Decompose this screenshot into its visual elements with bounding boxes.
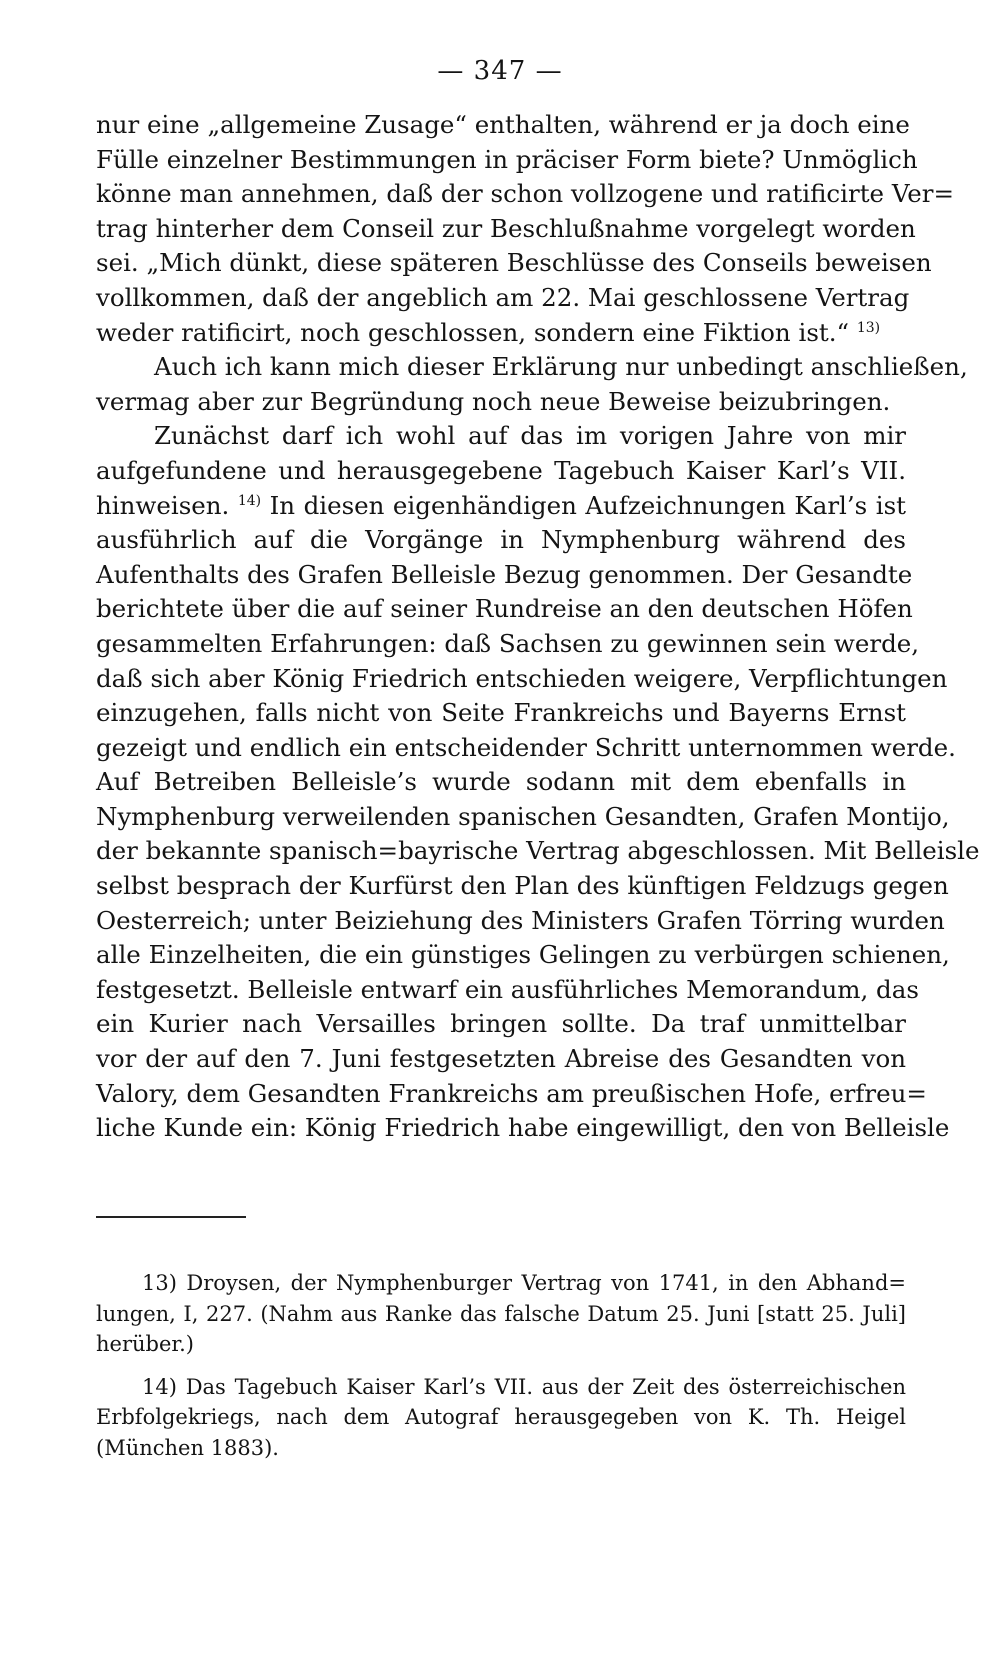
text-line: trag hinterher dem Conseil zur Beschlußnahme vorgelegt worden	[96, 213, 916, 243]
paragraph-2	[96, 350, 968, 419]
text-line: Aufenthalts des Grafen Belleisle Bezug genommen. Der Gesandte	[96, 559, 913, 589]
footnote-line: lungen, I, 227. (Nahm aus Ranke das falsche Datum 25. Juni [statt 25. Juli]	[96, 1301, 906, 1326]
text-line: ein Kurier nach Versailles bringen sollte. Da traf unmittelbar	[96, 1009, 906, 1039]
text-line-content: In diesen eigenhändigen Aufzeichnungen Karl’s ist	[269, 490, 906, 520]
text-line: berichtete über die auf seiner Rundreise an den deutschen Höfen	[96, 594, 913, 624]
text-line-content: hinweisen.	[96, 490, 230, 520]
text-line: selbst besprach der Kurfürst den Plan des künftigen Feldzugs gegen	[96, 871, 949, 901]
text-line-content: weder ratificirt, noch geschlossen, sondern eine Fiktion ist.“	[96, 317, 850, 347]
text-line: Nymphenburg verweilenden spanischen Gesandten, Grafen Montijo,	[96, 801, 950, 831]
footnote-line: herüber.)	[96, 1332, 194, 1356]
text-line: aufgefundene und herausgegebene Tagebuch Kaiser Karl’s VII.	[96, 455, 906, 485]
footnote-separator	[96, 1216, 246, 1218]
text-line: liche Kunde ein: König Friedrich habe eingewilligt, den von Belleisle	[96, 1113, 950, 1143]
footnote-line: Erbfolgekriegs, nach dem Autograf herausgegeben von K. Th. Heigel	[96, 1405, 906, 1429]
text-line: vermag aber zur Begründung noch neue Beweise beizubringen.	[96, 386, 891, 416]
text-line: daß sich aber König Friedrich entschieden weigere, Verpflichtungen	[96, 663, 948, 693]
text-line: Auf Betreiben Belleisle’s wurde sodann mit dem ebenfalls in	[96, 767, 906, 797]
text-line: Zunächst darf ich wohl auf das im vorigen Jahre von mir	[154, 421, 906, 451]
footnote-13	[96, 1268, 906, 1360]
text-line: der bekannte spanisch=bayrische Vertrag abgeschlossen. Mit Belleisle	[96, 836, 980, 866]
text-line: ausführlich auf die Vorgänge in Nymphenburg während des	[96, 525, 906, 555]
footnote-reference: 13)	[856, 319, 881, 336]
paragraph-3	[96, 419, 980, 1145]
text-line: einzugehen, falls nicht von Seite Frankreichs und Bayerns Ernst	[96, 698, 906, 728]
text-line: gezeigt und endlich ein entscheidender Schritt unternommen werde.	[96, 732, 956, 762]
text-line: alle Einzelheiten, die ein günstiges Gelingen zu verbürgen schienen,	[96, 940, 950, 970]
text-line: Auch ich kann mich dieser Erklärung nur unbedingt anschließen,	[154, 352, 968, 382]
footnote-reference: 14)	[237, 492, 262, 509]
text-line	[96, 316, 906, 351]
text-line	[96, 489, 906, 524]
text-line: Valory, dem Gesandten Frankreichs am preußischen Hofe, erfreu=	[96, 1078, 927, 1108]
text-line: sei. „Mich dünkt, diese späteren Beschlüsse des Conseils beweisen	[96, 248, 932, 278]
footnotes	[96, 1268, 906, 1475]
page-number: — 347 —	[437, 56, 563, 86]
text-line: könne man annehmen, daß der schon vollzogene und ratificirte Ver=	[96, 179, 955, 209]
text-line: vollkommen, daß der angeblich am 22. Mai geschlossene Vertrag	[96, 282, 910, 312]
text-line: Fülle einzelner Bestimmungen in präciser Form biete? Unmöglich	[96, 144, 918, 174]
paragraph-1	[96, 108, 955, 350]
footnote-14	[96, 1372, 906, 1464]
footnote-line: 14) Das Tagebuch Kaiser Karl’s VII. aus der Zeit des österreichischen	[142, 1374, 906, 1399]
text-line: vor der auf den 7. Juni festgesetzten Abreise des Gesandten von	[96, 1044, 906, 1074]
text-line: festgesetzt. Belleisle entwarf ein ausführliches Memorandum, das	[96, 974, 919, 1004]
text-line: gesammelten Erfahrungen: daß Sachsen zu gewinnen sein werde,	[96, 628, 920, 658]
text-line: nur eine „allgemeine Zusage“ enthalten, während er ja doch eine	[96, 110, 910, 139]
footnote-line: 13) Droysen, der Nymphenburger Vertrag von 1741, in den Abhand=	[142, 1271, 906, 1295]
text-line: Oesterreich; unter Beiziehung des Ministers Grafen Törring wurden	[96, 905, 945, 935]
footnote-line: (München 1883).	[96, 1435, 279, 1460]
body-text	[96, 108, 980, 1146]
